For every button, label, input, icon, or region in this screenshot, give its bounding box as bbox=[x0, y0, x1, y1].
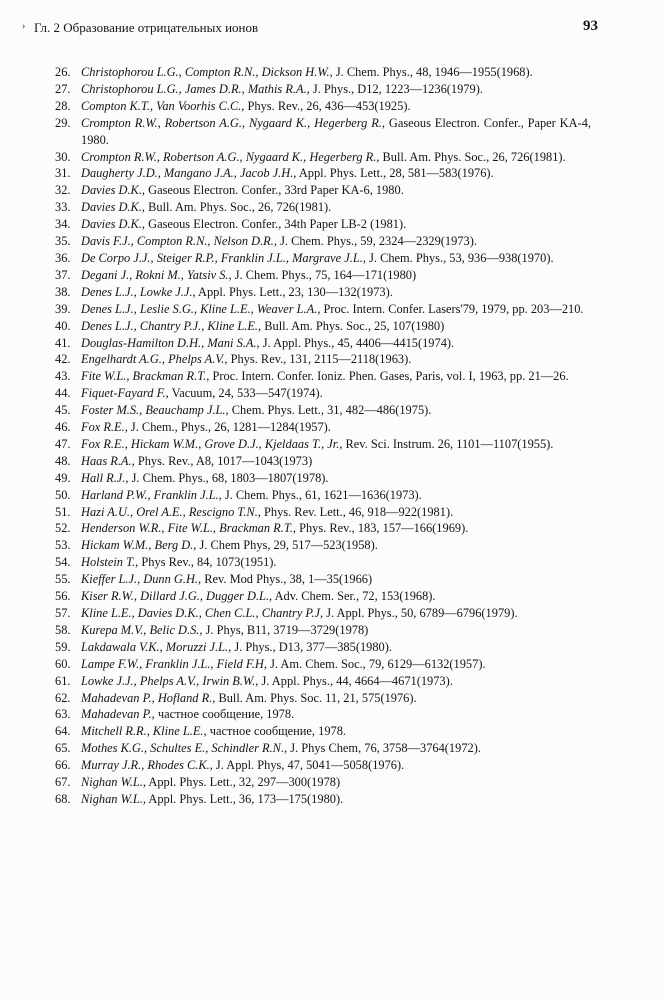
reference-item bbox=[55, 165, 591, 182]
reference-authors: Mitchell R.R., Kline L.E., bbox=[81, 724, 207, 739]
reference-authors: Hall R.J., bbox=[81, 470, 129, 485]
reference-number: 63. bbox=[55, 707, 71, 722]
reference-authors: Denes L.J., Lowke J.J., bbox=[81, 284, 196, 299]
reference-number: 47. bbox=[55, 436, 71, 451]
reference-number: 46. bbox=[55, 420, 71, 435]
reference-number: 33. bbox=[55, 200, 71, 215]
reference-number: 41. bbox=[55, 335, 71, 350]
reference-item bbox=[55, 605, 591, 622]
reference-source: J. Appl. Phys., 50, 6789—6796(1979). bbox=[326, 606, 518, 620]
reference-source: Proc. Intern. Confer. Lasers'79, 1979, pp. 203—210. bbox=[323, 301, 584, 316]
reference-number: 31. bbox=[55, 166, 71, 181]
reference-source: Appl. Phys. Lett., 36, 173—175(1980). bbox=[148, 791, 344, 806]
reference-item bbox=[55, 233, 591, 250]
reference-source: J. Appl. Phys, 47, 5041—5058(1976). bbox=[215, 758, 405, 773]
reference-authors: Davies D.K., bbox=[81, 183, 146, 198]
reference-authors: Mahadevan P., bbox=[81, 707, 155, 722]
reference-number: 62. bbox=[55, 690, 71, 705]
reference-source: J. Appl. Phys., 45, 4406—4415(1974). bbox=[262, 335, 455, 350]
reference-number: 48. bbox=[55, 453, 71, 468]
reference-number: 64. bbox=[55, 724, 71, 739]
reference-source: Gaseous Electron. Confer., 33rd Paper KA-6, 1980. bbox=[148, 183, 404, 198]
reference-source: J. Phys Chem, 76, 3758—3764(1972). bbox=[290, 741, 481, 756]
reference-number: 34. bbox=[55, 217, 71, 232]
reference-source: Bull. Am. Phys. Soc., 25, 107(1980) bbox=[264, 318, 445, 333]
reference-authors: Fite W.L., Brackman R.T., bbox=[81, 369, 210, 384]
reference-item bbox=[55, 470, 591, 487]
running-header bbox=[22, 20, 598, 42]
reference-number: 67. bbox=[55, 775, 71, 790]
reference-item bbox=[55, 639, 591, 656]
reference-item bbox=[55, 673, 591, 690]
reference-authors: Denes L.J., Chantry P.J., Kline L.E., bbox=[81, 318, 262, 333]
reference-authors: Engelhardt A.G., Phelps A.V., bbox=[81, 352, 228, 367]
reference-authors: Kurepa M.V., Belic D.S., bbox=[81, 622, 203, 637]
reference-item bbox=[55, 757, 591, 774]
reference-item bbox=[55, 402, 591, 419]
reference-number: 29. bbox=[55, 115, 71, 130]
reference-source: Gaseous Electron. Confer., Paper KA-4, 1980. bbox=[81, 115, 591, 147]
reference-item bbox=[55, 504, 591, 521]
reference-authors: Hazi A.U., Orel A.E., Rescigno T.N., bbox=[81, 504, 261, 519]
reference-item bbox=[55, 250, 591, 267]
reference-number: 38. bbox=[55, 284, 71, 299]
reference-source: J. Chem. Phys., 61, 1621—1636(1973). bbox=[224, 487, 422, 502]
reference-authors: Degani J., Rokni M., Yatsiv S., bbox=[81, 267, 232, 282]
reference-authors: De Corpo J.J., Steiger R.P., Franklin J.L., Margrave J.L., bbox=[81, 250, 366, 265]
reference-source: J. Chem. Phys., 48, 1946—1955(1968). bbox=[335, 65, 533, 79]
reference-source: J. Chem., Phys., 26, 1281—1284(1957). bbox=[130, 420, 331, 435]
reference-source: Bull. Am. Phys. Soc., 26, 726(1981). bbox=[148, 200, 332, 215]
reference-authors: Kieffer L.J., Dunn G.H., bbox=[81, 572, 202, 587]
reference-item bbox=[55, 774, 591, 791]
reference-source: Proc. Intern. Confer. Ioniz. Phen. Gases, Paris, vol. I, 1963, pp. 21—26. bbox=[212, 369, 569, 384]
reference-item bbox=[55, 335, 591, 352]
reference-item bbox=[55, 453, 591, 470]
reference-item bbox=[55, 98, 591, 115]
reference-item bbox=[55, 588, 591, 605]
reference-item bbox=[55, 520, 591, 537]
reference-source: Appl. Phys. Lett., 23, 130—132(1973). bbox=[198, 284, 393, 299]
reference-number: 55. bbox=[55, 572, 71, 587]
reference-item bbox=[55, 690, 591, 707]
reference-number: 50. bbox=[55, 487, 71, 502]
reference-number: 54. bbox=[55, 555, 71, 570]
reference-source: частное сообщение, 1978. bbox=[209, 724, 347, 739]
page-number: 93 bbox=[583, 18, 598, 34]
reference-number: 66. bbox=[55, 758, 71, 773]
chapter-title: Гл. 2 Образование отрицательных ионов bbox=[34, 20, 259, 35]
reference-source: Bull. Am. Phys. Soc., 26, 726(1981). bbox=[382, 149, 566, 164]
reference-item bbox=[55, 436, 591, 453]
reference-source: Adv. Chem. Ser., 72, 153(1968). bbox=[274, 589, 436, 604]
reference-number: 65. bbox=[55, 741, 71, 756]
reference-authors: Holstein T., bbox=[81, 555, 139, 570]
reference-number: 52. bbox=[55, 521, 71, 536]
reference-number: 42. bbox=[55, 352, 71, 367]
reference-authors: Nighan W.L., bbox=[81, 791, 146, 806]
reference-authors: Lakdawala V.K., Moruzzi J.L., bbox=[81, 639, 232, 654]
reference-authors: Harland P.W., Franklin J.L., bbox=[81, 487, 222, 502]
header-mark: › bbox=[22, 21, 26, 32]
reference-number: 37. bbox=[55, 267, 71, 282]
reference-number: 32. bbox=[55, 183, 71, 198]
reference-item bbox=[55, 284, 591, 301]
reference-item bbox=[55, 723, 591, 740]
reference-list bbox=[55, 64, 591, 808]
reference-number: 36. bbox=[55, 250, 71, 265]
reference-authors: Kline L.E., Davies D.K., Chen C.L., Chantry P.J, bbox=[81, 606, 324, 620]
reference-authors: Denes L.J., Leslie S.G., Kline L.E., Weaver L.A., bbox=[81, 301, 321, 316]
reference-number: 39. bbox=[55, 301, 71, 316]
reference-authors: Foster M.S., Beauchamp J.L., bbox=[81, 403, 229, 418]
reference-item bbox=[55, 199, 591, 216]
reference-authors: Davies D.K., bbox=[81, 200, 146, 215]
reference-authors: Compton K.T., Van Voorhis C.C., bbox=[81, 98, 245, 113]
reference-authors: Crompton R.W., Robertson A.G., Nygaard K., Hegerberg R., bbox=[81, 149, 380, 164]
reference-authors: Nighan W.L., bbox=[81, 775, 146, 790]
reference-source: J. Chem. Phys., 59, 2324—2329(1973). bbox=[280, 234, 477, 249]
reference-source: Rev. Mod Phys., 38, 1—35(1966) bbox=[204, 572, 373, 587]
reference-authors: Christophorou L.G., Compton R.N., Dickson H.W., bbox=[81, 65, 333, 79]
reference-authors: Hickam W.M., Berg D., bbox=[81, 538, 197, 553]
reference-source: J. Phys., D12, 1223—1236(1979). bbox=[312, 81, 483, 96]
reference-source: Phys. Rev., A8, 1017—1043(1973) bbox=[137, 453, 313, 468]
reference-item bbox=[55, 81, 591, 98]
reference-number: 68. bbox=[55, 791, 71, 806]
reference-source: Gaseous Electron. Confer., 34th Paper LB-2 (1981). bbox=[148, 217, 407, 232]
reference-number: 27. bbox=[55, 81, 71, 96]
reference-item bbox=[55, 267, 591, 284]
reference-item bbox=[55, 216, 591, 233]
reference-source: Phys. Rev. Lett., 46, 918—922(1981). bbox=[264, 504, 454, 519]
reference-number: 56. bbox=[55, 589, 71, 604]
reference-source: J. Chem. Phys., 53, 936—938(1970). bbox=[369, 250, 554, 265]
reference-number: 45. bbox=[55, 403, 71, 418]
reference-source: J. Chem Phys, 29, 517—523(1958). bbox=[199, 538, 378, 553]
reference-number: 51. bbox=[55, 504, 71, 519]
reference-authors: Daugherty J.D., Mangano J.A., Jacob J.H., bbox=[81, 166, 297, 181]
reference-number: 59. bbox=[55, 639, 71, 654]
reference-source: Appl. Phys. Lett., 28, 581—583(1976). bbox=[298, 166, 494, 181]
reference-item bbox=[55, 622, 591, 639]
reference-number: 61. bbox=[55, 673, 71, 688]
reference-source: J. Appl. Phys., 44, 4664—4671(1973). bbox=[261, 673, 453, 688]
reference-source: Bull. Am. Phys. Soc. 11, 21, 575(1976). bbox=[218, 690, 417, 705]
reference-source: J. Phys, B11, 3719—3729(1978) bbox=[205, 622, 369, 637]
reference-authors: Davies D.K., bbox=[81, 217, 146, 232]
reference-source: Phys. Rev., 26, 436—453(1925). bbox=[247, 98, 411, 113]
reference-authors: Mothes K.G., Schultes E., Schindler R.N., bbox=[81, 741, 288, 756]
reference-item bbox=[55, 656, 591, 673]
reference-item bbox=[55, 706, 591, 723]
reference-authors: Davis F.J., Compton R.N., Nelson D.R., bbox=[81, 234, 277, 249]
reference-number: 43. bbox=[55, 369, 71, 384]
reference-number: 35. bbox=[55, 234, 71, 249]
reference-authors: Fox R.E., Hickam W.M., Grove D.J., Kjeldaas T., Jr., bbox=[81, 436, 343, 451]
reference-number: 26. bbox=[55, 65, 71, 79]
reference-item bbox=[55, 487, 591, 504]
reference-item bbox=[55, 64, 591, 81]
reference-item bbox=[55, 740, 591, 757]
reference-authors: Crompton R.W., Robertson A.G., Nygaard K., Hegerberg R., bbox=[81, 115, 385, 130]
reference-authors: Fox R.E., bbox=[81, 420, 128, 435]
reference-source: J. Chem. Phys., 75, 164—171(1980) bbox=[234, 267, 417, 282]
reference-item bbox=[55, 537, 591, 554]
reference-number: 53. bbox=[55, 538, 71, 553]
reference-authors: Murray J.R., Rhodes C.K., bbox=[81, 758, 213, 773]
reference-source: частное сообщение, 1978. bbox=[157, 707, 295, 722]
reference-source: Chem. Phys. Lett., 31, 482—486(1975). bbox=[231, 403, 432, 418]
reference-source: J. Chem. Phys., 68, 1803—1807(1978). bbox=[131, 470, 329, 485]
reference-item bbox=[55, 571, 591, 588]
reference-item bbox=[55, 301, 591, 318]
reference-number: 57. bbox=[55, 606, 71, 620]
reference-authors: Lowke J.J., Phelps A.V., Irwin B.W., bbox=[81, 673, 259, 688]
reference-source: Vacuum, 24, 533—547(1974). bbox=[171, 386, 323, 401]
reference-item bbox=[55, 554, 591, 571]
reference-item bbox=[55, 115, 591, 149]
reference-source: Phys. Rev., 183, 157—166(1969). bbox=[299, 521, 469, 536]
reference-authors: Fiquet-Fayard F., bbox=[81, 386, 169, 401]
reference-authors: Haas R.A., bbox=[81, 453, 135, 468]
reference-source: Appl. Phys. Lett., 32, 297—300(1978) bbox=[148, 775, 341, 790]
reference-source: Phys. Rev., 131, 2115—2118(1963). bbox=[230, 352, 412, 367]
reference-authors: Christophorou L.G., James D.R., Mathis R.A., bbox=[81, 81, 310, 96]
reference-number: 44. bbox=[55, 386, 71, 401]
reference-number: 28. bbox=[55, 98, 71, 113]
reference-item bbox=[55, 351, 591, 368]
reference-authors: Mahadevan P., Hofland R., bbox=[81, 690, 216, 705]
reference-number: 40. bbox=[55, 318, 71, 333]
reference-number: 60. bbox=[55, 656, 71, 671]
reference-source: J. Am. Chem. Soc., 79, 6129—6132(1957). bbox=[270, 656, 486, 671]
reference-authors: Lampe F.W., Franklin J.L., Field F.H, bbox=[81, 656, 267, 671]
reference-authors: Henderson W.R., Fite W.L., Brackman R.T., bbox=[81, 521, 296, 536]
reference-item bbox=[55, 368, 591, 385]
reference-item bbox=[55, 419, 591, 436]
reference-number: 30. bbox=[55, 149, 71, 164]
reference-authors: Kiser R.W., Dillard J.G., Dugger D.L., bbox=[81, 589, 273, 604]
reference-source: Phys Rev., 84, 1073(1951). bbox=[141, 555, 277, 570]
reference-source: J. Phys., D13, 377—385(1980). bbox=[234, 639, 392, 654]
reference-item bbox=[55, 791, 591, 808]
reference-source: Rev. Sci. Instrum. 26, 1101—1107(1955). bbox=[345, 436, 554, 451]
reference-item bbox=[55, 149, 591, 166]
reference-authors: Douglas-Hamilton D.H., Mani S.A., bbox=[81, 335, 260, 350]
reference-item bbox=[55, 182, 591, 199]
reference-number: 49. bbox=[55, 470, 71, 485]
reference-item bbox=[55, 318, 591, 335]
reference-number: 58. bbox=[55, 622, 71, 637]
reference-item bbox=[55, 385, 591, 402]
